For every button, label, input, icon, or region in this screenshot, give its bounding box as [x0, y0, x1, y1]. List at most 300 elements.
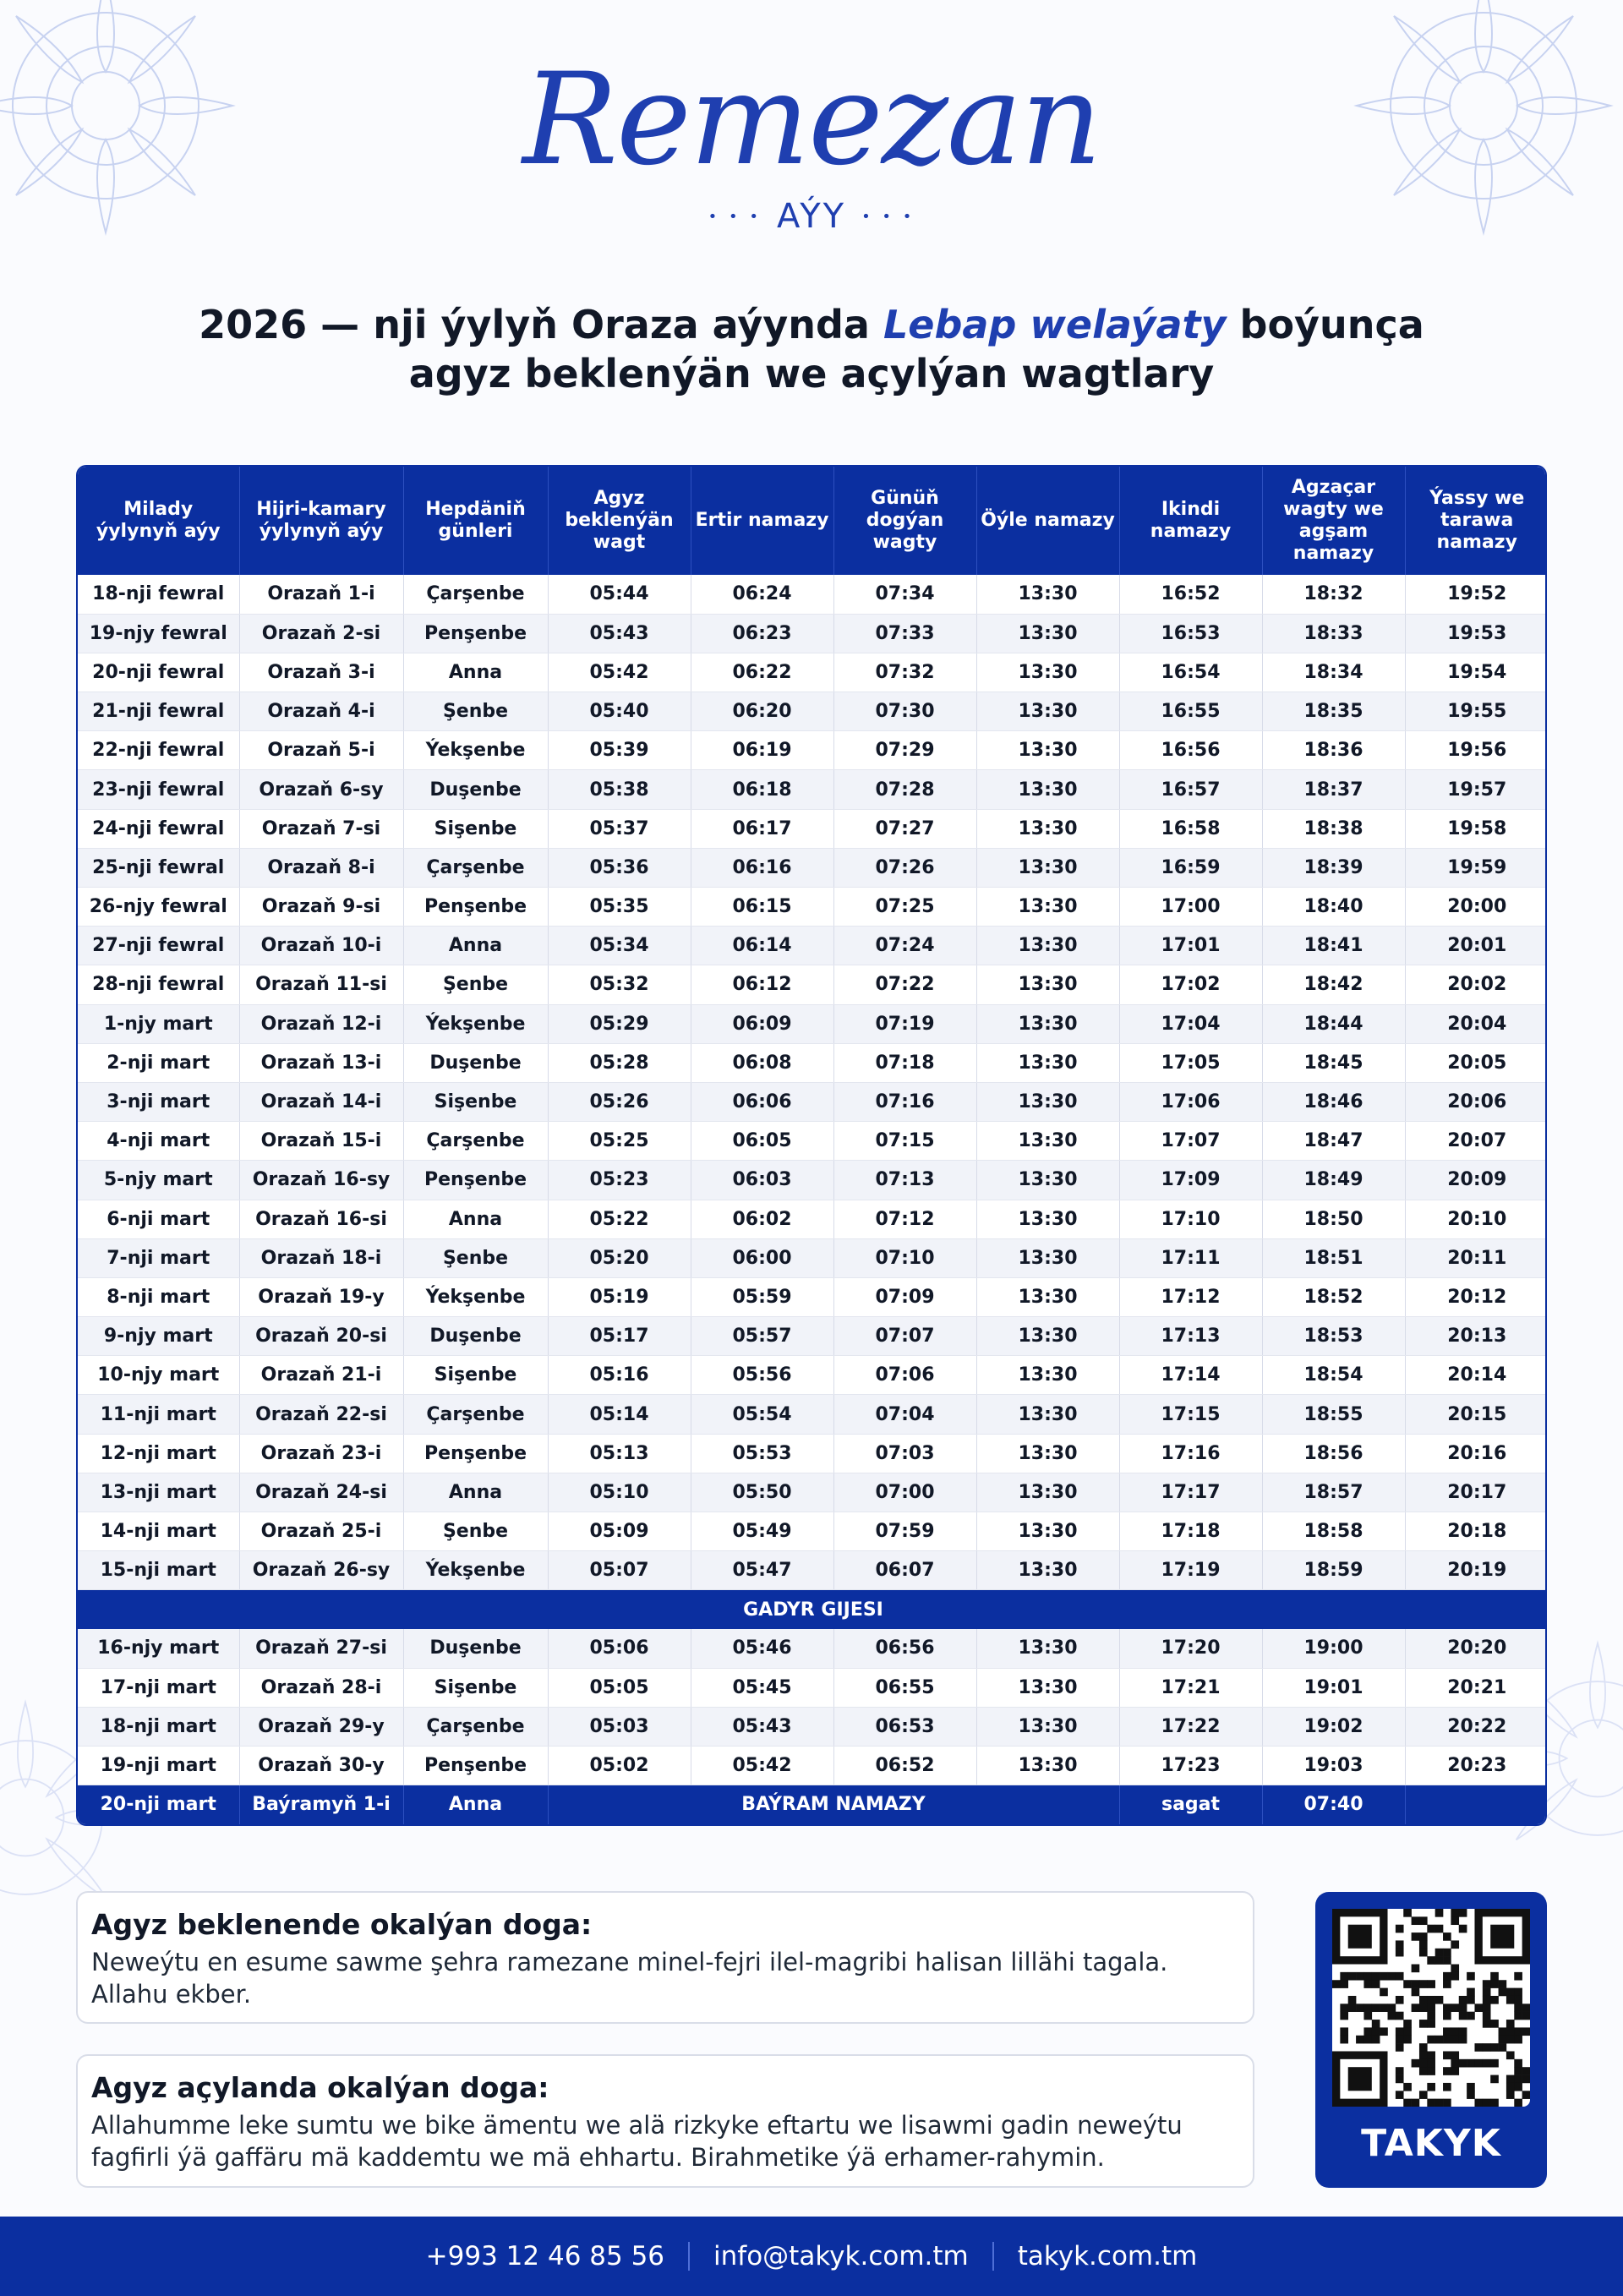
table-cell: Orazaň 8-i: [239, 848, 403, 887]
band-row: [78, 1590, 1547, 1629]
table-row: [78, 1512, 1547, 1551]
table-cell: 07:03: [833, 1434, 976, 1473]
table-cell: 18:59: [1262, 1551, 1405, 1590]
table-row: [78, 1356, 1547, 1395]
table-cell: Orazaň 1-i: [239, 575, 403, 614]
table-cell: 19-njy fewral: [78, 614, 239, 653]
table-cell: 6-nji mart: [78, 1200, 239, 1238]
final-empty: [976, 1785, 1119, 1824]
table-cell: 19:57: [1405, 770, 1547, 809]
table-cell: 05:47: [691, 1551, 833, 1590]
final-label: BAÝRAM NAMAZY: [691, 1785, 976, 1824]
table-cell: Ýekşenbe: [403, 1277, 548, 1316]
table-cell: 13:30: [976, 1317, 1119, 1356]
table-cell: 17:06: [1119, 1082, 1262, 1121]
table-cell: 18:40: [1262, 888, 1405, 927]
table-cell: 16-njy mart: [78, 1629, 239, 1668]
final-date: 20-nji mart: [78, 1785, 239, 1824]
table-cell: 18:36: [1262, 731, 1405, 770]
table-cell: 18:56: [1262, 1434, 1405, 1473]
table-cell: 07:19: [833, 1004, 976, 1043]
table-cell: Şenbe: [403, 692, 548, 731]
table-cell: Penşenbe: [403, 614, 548, 653]
table-cell: 07:26: [833, 848, 976, 887]
table-cell: 13:30: [976, 1746, 1119, 1785]
table-cell: 19:03: [1262, 1746, 1405, 1785]
table-cell: 13:30: [976, 927, 1119, 965]
table-cell: 13:30: [976, 575, 1119, 614]
table-cell: 07:15: [833, 1122, 976, 1161]
table-cell: 17:20: [1119, 1629, 1262, 1668]
table-cell: 05:32: [548, 965, 691, 1004]
table-row: [78, 1668, 1547, 1707]
final-time: 07:40: [1262, 1785, 1405, 1824]
table-cell: 18-nji mart: [78, 1707, 239, 1746]
table-cell: 07:07: [833, 1317, 976, 1356]
table-cell: 16:58: [1119, 809, 1262, 848]
table-cell: 07:27: [833, 809, 976, 848]
table-cell: 13:30: [976, 770, 1119, 809]
table-cell: 8-nji mart: [78, 1277, 239, 1316]
table-cell: 23-nji fewral: [78, 770, 239, 809]
table-cell: Orazaň 13-i: [239, 1043, 403, 1082]
table-cell: 1-njy mart: [78, 1004, 239, 1043]
table-cell: Çarşenbe: [403, 575, 548, 614]
table-cell: 13:30: [976, 1473, 1119, 1512]
table-cell: 13:30: [976, 1434, 1119, 1473]
table-cell: 18:55: [1262, 1395, 1405, 1434]
table-cell: 18:58: [1262, 1512, 1405, 1551]
table-cell: 05:05: [548, 1668, 691, 1707]
table-cell: 19:01: [1262, 1668, 1405, 1707]
table-row: [78, 1551, 1547, 1590]
footer-email[interactable]: info@takyk.com.tm: [713, 2241, 969, 2271]
column-header: Milady ýylynyň aýy: [78, 467, 239, 575]
table-cell: Penşenbe: [403, 1434, 548, 1473]
table-cell: 05:38: [548, 770, 691, 809]
headline: [0, 300, 1623, 398]
table-cell: 05:42: [691, 1746, 833, 1785]
table-cell: Orazaň 29-y: [239, 1707, 403, 1746]
table-cell: 05:14: [548, 1395, 691, 1434]
table-cell: Orazaň 12-i: [239, 1004, 403, 1043]
table-cell: 05:09: [548, 1512, 691, 1551]
table-cell: 13-nji mart: [78, 1473, 239, 1512]
table-cell: 06:55: [833, 1668, 976, 1707]
dots-right-icon: • • •: [861, 207, 915, 226]
table-cell: Orazaň 26-sy: [239, 1551, 403, 1590]
table-cell: 2-nji mart: [78, 1043, 239, 1082]
table-row: [78, 653, 1547, 692]
table-cell: 05:29: [548, 1004, 691, 1043]
table-cell: Orazaň 22-si: [239, 1395, 403, 1434]
table-cell: 06:20: [691, 692, 833, 731]
table-cell: 05:57: [691, 1317, 833, 1356]
table-cell: 17:13: [1119, 1317, 1262, 1356]
dua-title: Agyz beklenende okalýan doga:: [91, 1908, 593, 1941]
dua-title: Agyz açylanda okalýan doga:: [91, 2071, 549, 2104]
table-cell: 07:16: [833, 1082, 976, 1121]
table-cell: 05:35: [548, 888, 691, 927]
table-cell: Şenbe: [403, 1512, 548, 1551]
table-cell: 18:38: [1262, 809, 1405, 848]
table-cell: 06:56: [833, 1629, 976, 1668]
footer-divider: [688, 2242, 690, 2271]
table-cell: 20:11: [1405, 1238, 1547, 1277]
table-cell: 17:02: [1119, 965, 1262, 1004]
headline-suffix: boýunça: [1226, 302, 1424, 347]
table-row: [78, 1434, 1547, 1473]
table-cell: 20:02: [1405, 965, 1547, 1004]
table-cell: 19:00: [1262, 1629, 1405, 1668]
table-cell: 05:25: [548, 1122, 691, 1161]
table-cell: Orazaň 16-si: [239, 1200, 403, 1238]
table-cell: 07:12: [833, 1200, 976, 1238]
table-cell: 17:23: [1119, 1746, 1262, 1785]
qr-label: TAKYK: [1361, 2122, 1501, 2165]
table-row: [78, 1746, 1547, 1785]
table-cell: Orazaň 14-i: [239, 1082, 403, 1121]
table-cell: 17:16: [1119, 1434, 1262, 1473]
table-cell: 07:32: [833, 653, 976, 692]
table-cell: Orazaň 21-i: [239, 1356, 403, 1395]
column-header: Öýle namazy: [976, 467, 1119, 575]
table-row: [78, 1004, 1547, 1043]
table-cell: 20:06: [1405, 1082, 1547, 1121]
table-cell: 13:30: [976, 1004, 1119, 1043]
table-cell: 12-nji mart: [78, 1434, 239, 1473]
table-cell: 28-nji fewral: [78, 965, 239, 1004]
dua-text: Neweýtu en esume sawme şehra ramezane minel-fejri ilel-magribi halisan lillähi tagala. Allahu ekber.: [91, 1948, 1168, 2009]
table-cell: 05:36: [548, 848, 691, 887]
table-cell: 13:30: [976, 1512, 1119, 1551]
table-cell: Penşenbe: [403, 888, 548, 927]
table-cell: 05:43: [548, 614, 691, 653]
table-cell: 06:12: [691, 965, 833, 1004]
table-row: [78, 575, 1547, 614]
table-row: [78, 1629, 1547, 1668]
table-cell: 17:22: [1119, 1707, 1262, 1746]
final-empty: [548, 1785, 691, 1824]
table-cell: 17:01: [1119, 927, 1262, 965]
table-cell: Orazaň 11-si: [239, 965, 403, 1004]
table-cell: 17:07: [1119, 1122, 1262, 1161]
table-cell: 18:47: [1262, 1122, 1405, 1161]
table-cell: 17:19: [1119, 1551, 1262, 1590]
table-cell: Çarşenbe: [403, 1707, 548, 1746]
table-cell: 05:49: [691, 1512, 833, 1551]
table-cell: 05:03: [548, 1707, 691, 1746]
table-cell: 05:37: [548, 809, 691, 848]
table-cell: 20:12: [1405, 1277, 1547, 1316]
table-cell: 19:52: [1405, 575, 1547, 614]
table-cell: 13:30: [976, 965, 1119, 1004]
table-cell: 07:04: [833, 1395, 976, 1434]
table-cell: 17:05: [1119, 1043, 1262, 1082]
qr-card[interactable]: [1315, 1892, 1547, 2188]
table-cell: 20:16: [1405, 1434, 1547, 1473]
table-cell: Sişenbe: [403, 1082, 548, 1121]
table-cell: 17:21: [1119, 1668, 1262, 1707]
table-cell: 14-nji mart: [78, 1512, 239, 1551]
table-cell: 07:13: [833, 1161, 976, 1200]
table-cell: 06:09: [691, 1004, 833, 1043]
table-cell: 07:00: [833, 1473, 976, 1512]
footer-phone[interactable]: +993 12 46 85 56: [425, 2241, 665, 2271]
table-cell: 06:07: [833, 1551, 976, 1590]
table-cell: 06:00: [691, 1238, 833, 1277]
table-cell: 07:06: [833, 1356, 976, 1395]
table-row: [78, 927, 1547, 965]
table-cell: Orazaň 15-i: [239, 1122, 403, 1161]
table-cell: 05:17: [548, 1317, 691, 1356]
dua-text: Allahumme leke sumtu we bike ämentu we alä rizkyke eftartu we lisawmi gadin neweýtu fagfirli ýä gaffäru mä kaddemtu we mä ehhartu. Birahmetike ýä erhamer-rahymin.: [91, 2111, 1183, 2172]
column-header: Günüň dogýan wagty: [833, 467, 976, 575]
table-cell: 9-njy mart: [78, 1317, 239, 1356]
table-cell: 19:02: [1262, 1707, 1405, 1746]
table-cell: 13:30: [976, 1200, 1119, 1238]
table-cell: 13:30: [976, 1161, 1119, 1200]
table-cell: 16:52: [1119, 575, 1262, 614]
table-cell: 05:44: [548, 575, 691, 614]
table-cell: 06:08: [691, 1043, 833, 1082]
table-cell: 05:39: [548, 731, 691, 770]
table-cell: 3-nji mart: [78, 1082, 239, 1121]
table-cell: 13:30: [976, 1043, 1119, 1082]
table-cell: 5-njy mart: [78, 1161, 239, 1200]
table-cell: 05:59: [691, 1277, 833, 1316]
table-cell: 13:30: [976, 614, 1119, 653]
table-cell: Orazaň 28-i: [239, 1668, 403, 1707]
table-cell: Orazaň 6-sy: [239, 770, 403, 809]
table-cell: 06:52: [833, 1746, 976, 1785]
table-cell: 05:19: [548, 1277, 691, 1316]
table-cell: 05:16: [548, 1356, 691, 1395]
table-cell: 17-nji mart: [78, 1668, 239, 1707]
table-cell: 13:30: [976, 1395, 1119, 1434]
table-row: [78, 1277, 1547, 1316]
table-cell: Orazaň 24-si: [239, 1473, 403, 1512]
table-row: [78, 888, 1547, 927]
table-cell: 20:07: [1405, 1122, 1547, 1161]
table-cell: 07:22: [833, 965, 976, 1004]
table-cell: Anna: [403, 1200, 548, 1238]
table-cell: 21-nji fewral: [78, 692, 239, 731]
table-cell: 05:22: [548, 1200, 691, 1238]
table-cell: 07:34: [833, 575, 976, 614]
table-cell: Çarşenbe: [403, 1395, 548, 1434]
table-cell: 17:18: [1119, 1512, 1262, 1551]
table-cell: 07:28: [833, 770, 976, 809]
table-cell: 19:53: [1405, 614, 1547, 653]
table-cell: 20:21: [1405, 1668, 1547, 1707]
dots-left-icon: • • •: [708, 207, 762, 226]
table-cell: 10-njy mart: [78, 1356, 239, 1395]
table-cell: 05:06: [548, 1629, 691, 1668]
table-cell: 05:20: [548, 1238, 691, 1277]
table-cell: 20:05: [1405, 1043, 1547, 1082]
table-cell: 05:54: [691, 1395, 833, 1434]
table-cell: 20-nji fewral: [78, 653, 239, 692]
table-cell: Orazaň 25-i: [239, 1512, 403, 1551]
table-cell: 16:53: [1119, 614, 1262, 653]
table-cell: 15-nji mart: [78, 1551, 239, 1590]
table-cell: 20:14: [1405, 1356, 1547, 1395]
table-cell: 05:34: [548, 927, 691, 965]
table-cell: 18:46: [1262, 1082, 1405, 1121]
table-cell: 05:45: [691, 1668, 833, 1707]
table-cell: 18:49: [1262, 1161, 1405, 1200]
table-cell: Çarşenbe: [403, 848, 548, 887]
table-cell: 05:50: [691, 1473, 833, 1512]
timetable: [76, 465, 1547, 1826]
table-cell: 06:03: [691, 1161, 833, 1200]
table-cell: 13:30: [976, 653, 1119, 692]
table-cell: 18:34: [1262, 653, 1405, 692]
qr-code-icon[interactable]: [1332, 1909, 1530, 2107]
table-cell: Ýekşenbe: [403, 1004, 548, 1043]
table-cell: 18:45: [1262, 1043, 1405, 1082]
final-hijri: Baýramyň 1-i: [239, 1785, 403, 1824]
table-cell: 05:56: [691, 1356, 833, 1395]
table-cell: 17:11: [1119, 1238, 1262, 1277]
table-cell: Orazaň 30-y: [239, 1746, 403, 1785]
dua-card-iftar: [76, 2054, 1254, 2188]
table-cell: 07:29: [833, 731, 976, 770]
table-cell: 05:28: [548, 1043, 691, 1082]
table-cell: 05:42: [548, 653, 691, 692]
table-cell: 16:59: [1119, 848, 1262, 887]
table-cell: 18:35: [1262, 692, 1405, 731]
table-row: [78, 1238, 1547, 1277]
table-cell: 19:58: [1405, 809, 1547, 848]
table-cell: Orazaň 23-i: [239, 1434, 403, 1473]
table-cell: 05:10: [548, 1473, 691, 1512]
table-cell: 17:15: [1119, 1395, 1262, 1434]
table-cell: 20:04: [1405, 1004, 1547, 1043]
table-cell: Orazaň 20-si: [239, 1317, 403, 1356]
table-cell: 05:40: [548, 692, 691, 731]
table-cell: 20:23: [1405, 1746, 1547, 1785]
table-cell: Sişenbe: [403, 1668, 548, 1707]
footer: [0, 2217, 1623, 2296]
headline-line1: [0, 300, 1623, 349]
table-cell: Duşenbe: [403, 1629, 548, 1668]
table-cell: 06:22: [691, 653, 833, 692]
table-row: [78, 731, 1547, 770]
table-cell: Orazaň 7-si: [239, 809, 403, 848]
table-row: [78, 1122, 1547, 1161]
table-cell: 13:30: [976, 1707, 1119, 1746]
table-cell: 20:01: [1405, 927, 1547, 965]
table-row: [78, 965, 1547, 1004]
table-cell: Anna: [403, 927, 548, 965]
column-header: Ikindi namazy: [1119, 467, 1262, 575]
table-cell: 06:02: [691, 1200, 833, 1238]
table-cell: 06:53: [833, 1707, 976, 1746]
table-cell: 05:07: [548, 1551, 691, 1590]
table-cell: 07:24: [833, 927, 976, 965]
table-cell: 13:30: [976, 848, 1119, 887]
table-cell: Sişenbe: [403, 1356, 548, 1395]
table-cell: 06:05: [691, 1122, 833, 1161]
table-cell: Penşenbe: [403, 1161, 548, 1200]
table-cell: 13:30: [976, 731, 1119, 770]
table-cell: 13:30: [976, 1238, 1119, 1277]
table-cell: 07:30: [833, 692, 976, 731]
table-cell: Duşenbe: [403, 1043, 548, 1082]
table-cell: 13:30: [976, 1356, 1119, 1395]
footer-website[interactable]: takyk.com.tm: [1017, 2241, 1198, 2271]
table-cell: 05:26: [548, 1082, 691, 1121]
table-cell: 18:44: [1262, 1004, 1405, 1043]
page-header: [0, 46, 1623, 236]
table-row: [78, 1082, 1547, 1121]
page-subtitle: AÝY: [776, 197, 847, 236]
headline-region: Lebap welaýaty: [883, 302, 1227, 347]
table-cell: Anna: [403, 653, 548, 692]
table-cell: 05:43: [691, 1707, 833, 1746]
table-cell: Ýekşenbe: [403, 1551, 548, 1590]
table-cell: 07:59: [833, 1512, 976, 1551]
table-cell: 19:56: [1405, 731, 1547, 770]
footer-divider: [992, 2242, 994, 2271]
table-cell: 18:32: [1262, 575, 1405, 614]
subtitle-row: [0, 197, 1623, 236]
headline-prefix: 2026 — nji ýylyň Oraza aýynda: [199, 302, 883, 347]
table-row: [78, 1200, 1547, 1238]
table-row: [78, 809, 1547, 848]
table-cell: 17:17: [1119, 1473, 1262, 1512]
table-cell: Orazaň 16-sy: [239, 1161, 403, 1200]
table-cell: 18:50: [1262, 1200, 1405, 1238]
final-empty: [1405, 1785, 1547, 1824]
table-cell: 13:30: [976, 888, 1119, 927]
table-cell: 22-nji fewral: [78, 731, 239, 770]
table-cell: 06:19: [691, 731, 833, 770]
table-header-row: [78, 467, 1547, 575]
table-cell: 05:13: [548, 1434, 691, 1473]
table-cell: Çarşenbe: [403, 1122, 548, 1161]
table-cell: 19-nji mart: [78, 1746, 239, 1785]
table-cell: Orazaň 4-i: [239, 692, 403, 731]
table-row: [78, 848, 1547, 887]
table-cell: 07:25: [833, 888, 976, 927]
table-cell: 17:12: [1119, 1277, 1262, 1316]
column-header: Agyz beklenýän wagt: [548, 467, 691, 575]
table-cell: 13:30: [976, 1629, 1119, 1668]
table-cell: 13:30: [976, 809, 1119, 848]
table-cell: 06:15: [691, 888, 833, 927]
table-cell: 20:09: [1405, 1161, 1547, 1200]
table-cell: Orazaň 10-i: [239, 927, 403, 965]
table-cell: Sişenbe: [403, 809, 548, 848]
table-cell: Şenbe: [403, 1238, 548, 1277]
table-cell: 16:56: [1119, 731, 1262, 770]
table-cell: Şenbe: [403, 965, 548, 1004]
table-cell: 07:09: [833, 1277, 976, 1316]
dua-card-fasting: [76, 1891, 1254, 2024]
headline-line2: agyz beklenýän we açylýan wagtlary: [408, 351, 1215, 396]
column-header: Hijri-kamary ýylynyň aýy: [239, 467, 403, 575]
table-row: [78, 1161, 1547, 1200]
table-row: [78, 692, 1547, 731]
table-row: [78, 614, 1547, 653]
table-cell: 13:30: [976, 1122, 1119, 1161]
table-cell: 06:17: [691, 809, 833, 848]
table-cell: 13:30: [976, 692, 1119, 731]
table-cell: 18-nji fewral: [78, 575, 239, 614]
